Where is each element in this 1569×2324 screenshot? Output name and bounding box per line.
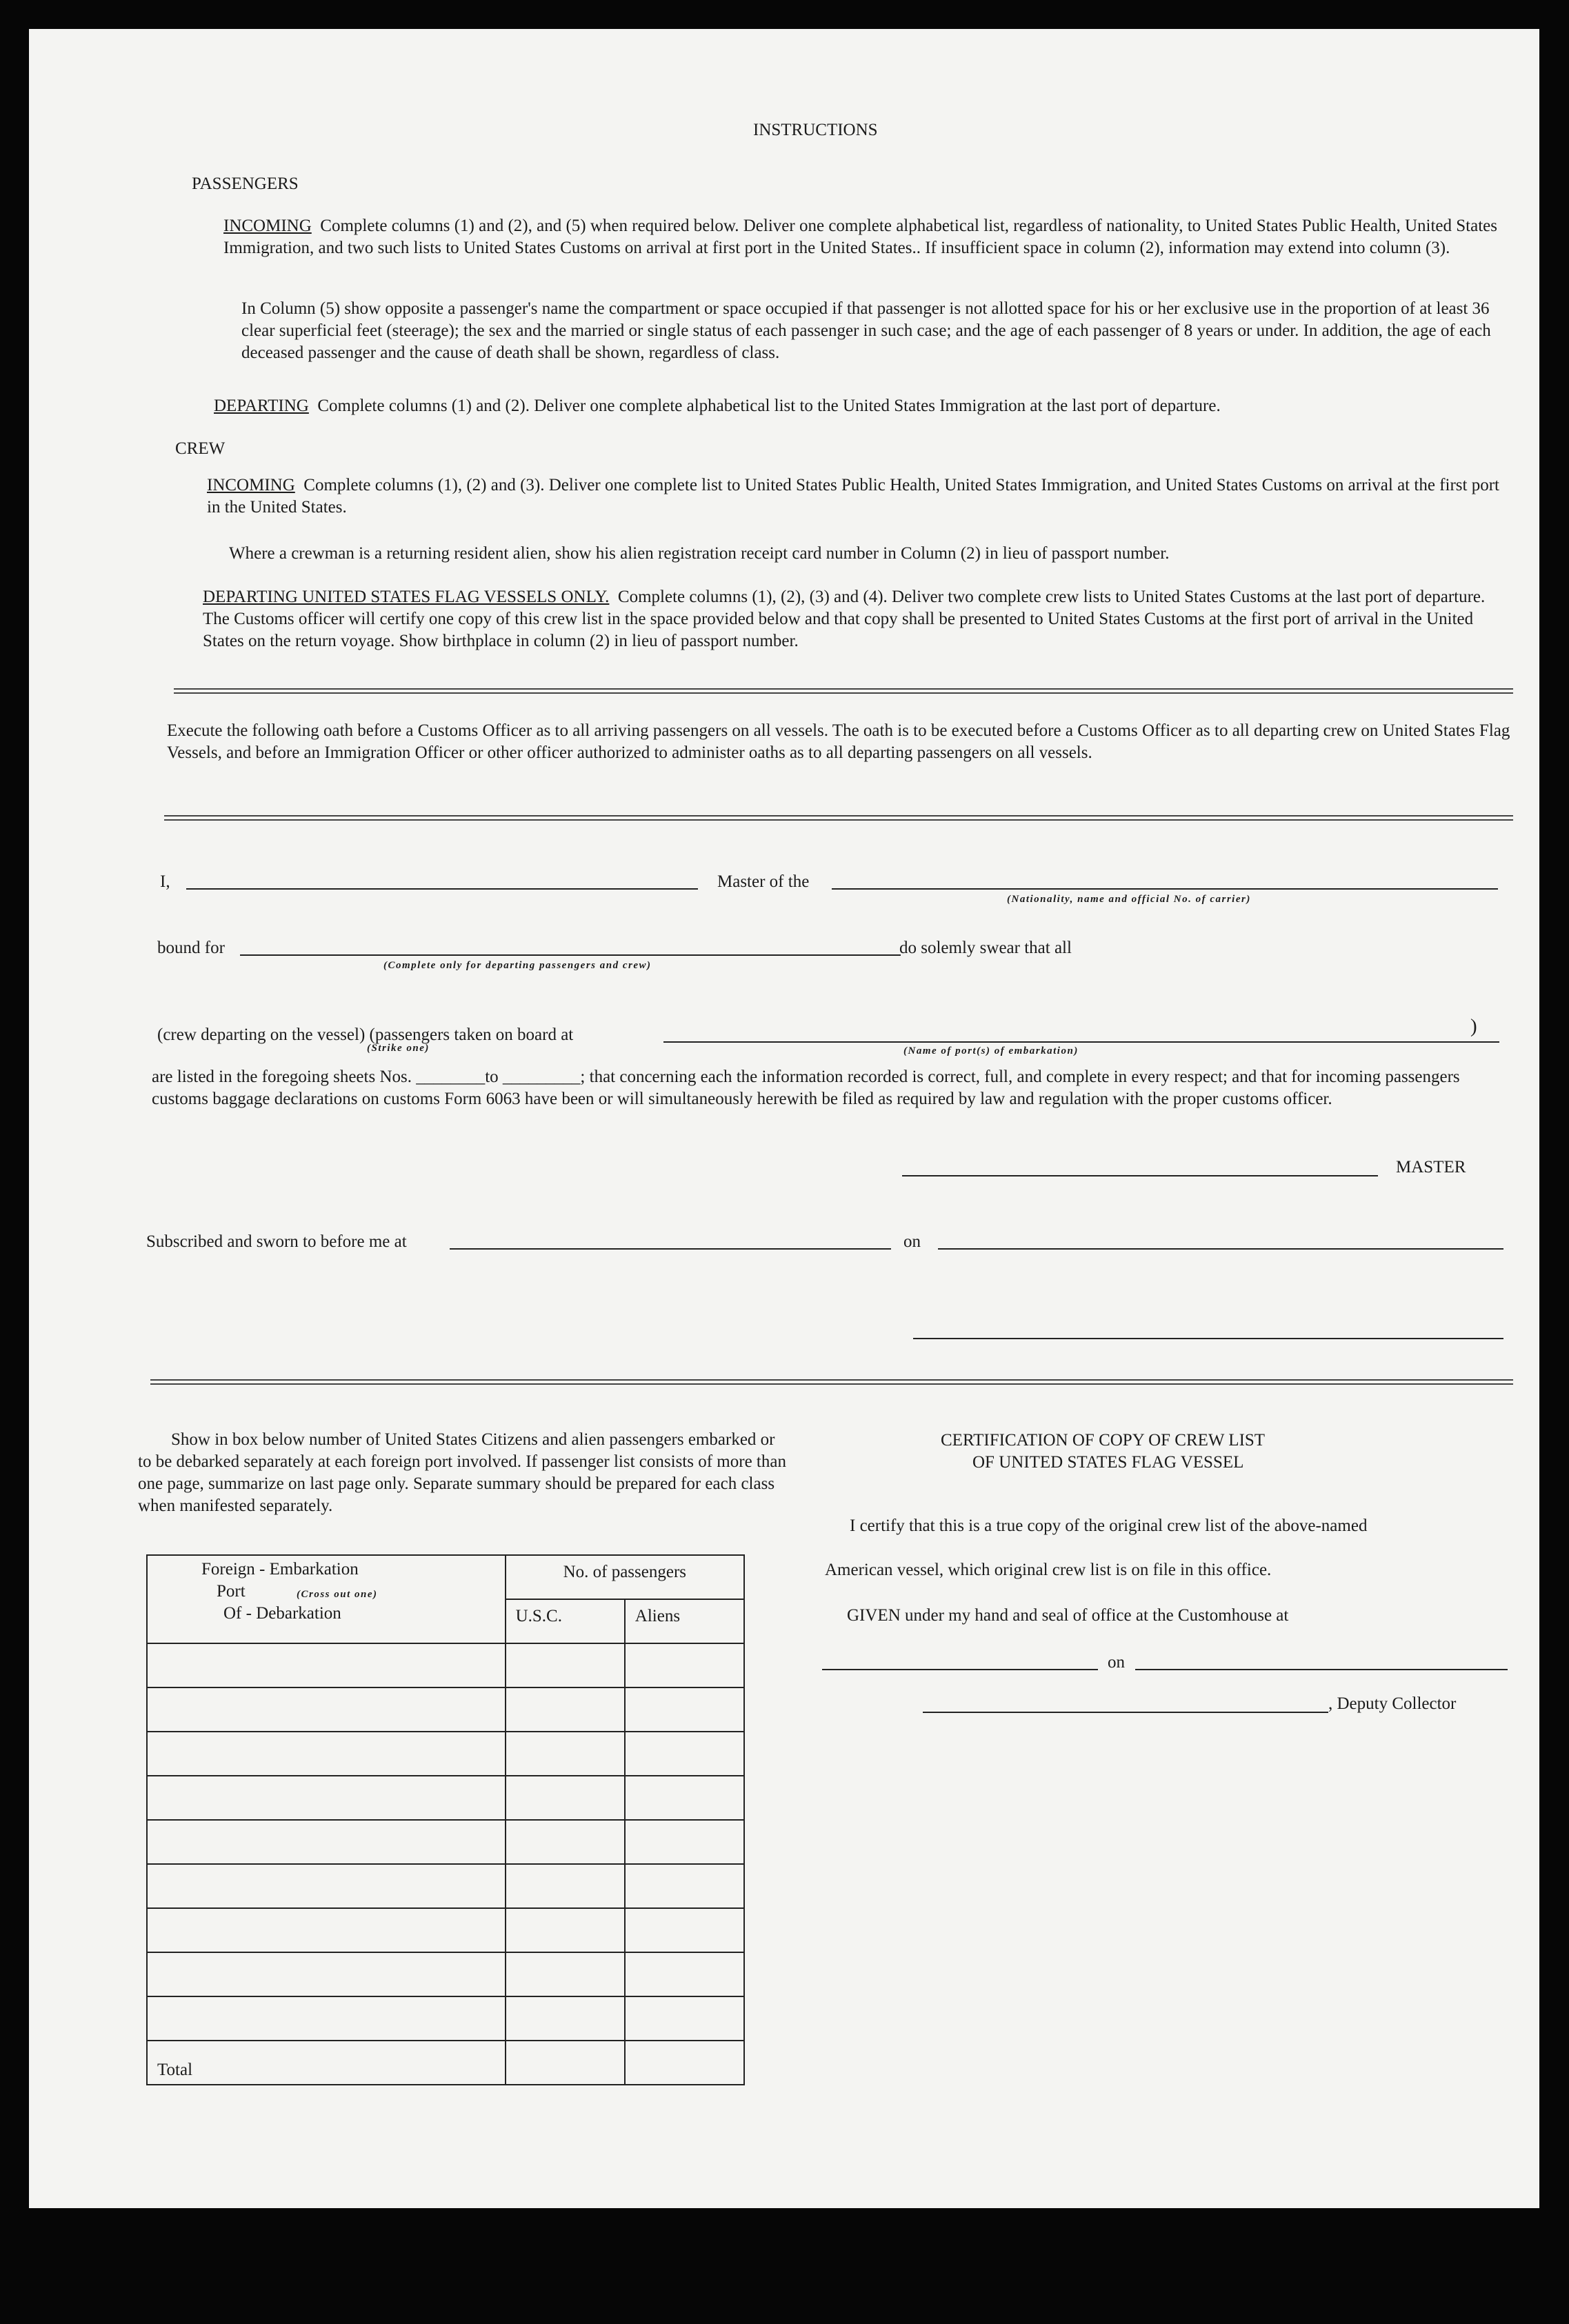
usc-header: U.S.C. — [506, 1599, 625, 1643]
usc-cell[interactable] — [506, 1908, 625, 1952]
table-row — [147, 1643, 744, 1687]
passenger-summary-table — [146, 1554, 745, 2085]
usc-cell[interactable] — [506, 1996, 625, 2041]
table-row — [147, 1687, 744, 1732]
officer-signature-line[interactable] — [913, 1338, 1503, 1339]
certify-line2: American vessel, which original crew list is on file in this office. — [825, 1561, 1272, 1579]
certification-title-line1: CERTIFICATION OF COPY OF CREW LIST — [941, 1431, 1266, 1450]
port-cell[interactable] — [147, 1864, 506, 1908]
table-row — [147, 1776, 744, 1820]
crew-incoming-text: Complete columns (1), (2) and (3). Deliver one complete list to United States Public Health, United States Immigration, and United States Customs on arrival at the first port in the United States. — [207, 476, 1499, 517]
customhouse-line[interactable] — [822, 1669, 1098, 1670]
port-note: (Name of port(s) of embarkation) — [903, 1045, 1079, 1056]
table-row — [147, 1952, 744, 1996]
bound-for-line[interactable] — [240, 954, 901, 956]
sworn-on-label: on — [903, 1232, 921, 1251]
certification-on-label: on — [1108, 1653, 1125, 1672]
deputy-signature-line[interactable] — [923, 1712, 1328, 1713]
port-cell[interactable] — [147, 1996, 506, 2041]
total-label: Total — [147, 2041, 506, 2085]
table-row — [147, 1996, 744, 2041]
aliens-cell[interactable] — [625, 1820, 744, 1864]
divider-rule — [174, 688, 1513, 694]
given-text: GIVEN under my hand and seal of office at the Customhouse at — [847, 1606, 1289, 1625]
port-cell[interactable] — [147, 1908, 506, 1952]
aliens-cell[interactable] — [625, 1952, 744, 1996]
subscribed-label: Subscribed and sworn to before me at — [146, 1232, 407, 1251]
close-paren: ) — [1470, 1015, 1477, 1037]
divider-rule — [164, 815, 1513, 821]
passengers-departing-label: DEPARTING — [214, 397, 309, 415]
certify-line1: I certify that this is a true copy of the original crew list of the above-named — [850, 1516, 1368, 1535]
master-of-label: Master of the — [717, 872, 810, 891]
complete-note: (Complete only for departing passengers and crew) — [383, 960, 652, 971]
divider-rule — [150, 1379, 1513, 1385]
passengers-departing-text: Complete columns (1) and (2). Deliver one complete alphabetical list to the United States Immigration at the last port of departure. — [317, 397, 1221, 415]
port-header-cell — [147, 1555, 506, 1643]
cross-out-note: (Cross out one) — [297, 1589, 378, 1600]
swear-text: do solemly swear that all — [899, 939, 1072, 957]
usc-cell[interactable] — [506, 1864, 625, 1908]
port-embarkation-line[interactable] — [663, 1041, 1499, 1043]
usc-cell[interactable] — [506, 1687, 625, 1732]
port-cell[interactable] — [147, 1643, 506, 1687]
aliens-cell[interactable] — [625, 1908, 744, 1952]
embarkation-header: Foreign - Embarkation — [201, 1560, 359, 1579]
certification-title-line2: OF UNITED STATES FLAG VESSEL — [972, 1453, 1244, 1472]
summary-instructions: Show in box below number of United States Citizens and alien passengers embarked or to be debarked separately at each foreign port involved. If passenger list consists of more than one page, summarize on last page only. Separate summary should be prepared for each class when manifested separately. — [138, 1430, 786, 1515]
oath-intro: Execute the following oath before a Customs Officer as to all arriving passengers on all vessels. The oath is to be executed before a Customs Officer as to all departing crew on United States Flag Vessels, and before an Immigration Officer or other officer authorized to administer oaths as to all departing passengers on all vessels. — [167, 721, 1510, 762]
crew-departing-text: (crew departing on the vessel) (passengers taken on board at — [157, 1025, 574, 1044]
table-row — [147, 1820, 744, 1864]
port-cell[interactable] — [147, 1732, 506, 1776]
aliens-cell[interactable] — [625, 1643, 744, 1687]
crew-departing-text: Complete columns (1), (2), (3) and (4). Deliver two complete crew lists to United States Customs at the last port of departure. The Customs officer will certify one copy of this crew list in the space provided below and that copy shall be presented to United States Customs at the first port of arrival in the United States on the return voyage. Show birthplace in column (2) in lieu of passport number. — [203, 588, 1486, 650]
listed-paragraph: are listed in the foregoing sheets Nos. ________to _________; that concerning each the information recorded is correct, full, and complete in every respect; and that for incoming passengers customs baggage declarations on customs Form 6063 have been or will simultaneously herewith be filed as required by law and regulation with the proper customs officer. — [152, 1068, 1460, 1108]
passengers-departing-paragraph — [214, 394, 1221, 417]
table-row — [147, 1864, 744, 1908]
master-signature-line[interactable] — [902, 1175, 1378, 1176]
table-row — [147, 1908, 744, 1952]
usc-cell[interactable] — [506, 1776, 625, 1820]
sworn-place-line[interactable] — [450, 1248, 891, 1250]
port-cell[interactable] — [147, 1776, 506, 1820]
nationality-note: (Nationality, name and official No. of carrier) — [1007, 894, 1251, 905]
aliens-cell[interactable] — [625, 1687, 744, 1732]
usc-cell[interactable] — [506, 1643, 625, 1687]
sworn-date-line[interactable] — [938, 1248, 1503, 1250]
strike-one-note: (Strike one) — [367, 1043, 430, 1054]
crew-heading: CREW — [175, 439, 226, 458]
crew-alien-paragraph: Where a crewman is a returning resident alien, show his alien registration receipt card number in Column (2) in lieu of passport number. — [229, 544, 1170, 563]
usc-cell[interactable] — [506, 1732, 625, 1776]
usc-total-cell[interactable] — [506, 2041, 625, 2085]
aliens-cell[interactable] — [625, 1732, 744, 1776]
crew-incoming-label: INCOMING — [207, 476, 295, 494]
aliens-cell[interactable] — [625, 1776, 744, 1820]
aliens-header: Aliens — [625, 1599, 744, 1643]
passengers-column5-paragraph: In Column (5) show opposite a passenger's name the compartment or space occupied if that passenger is not allotted space for his or her exclusive use in the proportion of at least 36 clear superficial feet (steerage); the sex and the married or single status of each passenger in such case; and the age of each passenger of 8 years or under. In addition, the age of each deceased passenger and the cause of death shall be shown, regardless of class. — [241, 299, 1491, 362]
aliens-cell[interactable] — [625, 1996, 744, 2041]
deputy-collector-label: , Deputy Collector — [1328, 1694, 1457, 1713]
form-page — [29, 29, 1539, 2208]
certification-date-line[interactable] — [1135, 1669, 1508, 1670]
port-cell[interactable] — [147, 1687, 506, 1732]
table-row — [147, 1732, 744, 1776]
passengers-incoming-text: Complete columns (1) and (2), and (5) when required below. Deliver one complete alphabetical list, regardless of nationality, to United States Public Health, United States Immigration, and two such lists to United States Customs on arrival at first port in the United States.. If insufficient space in column (2), information may extend into column (3). — [223, 217, 1497, 257]
total-row — [147, 2041, 744, 2085]
crew-departing-paragraph — [203, 586, 1506, 652]
port-cell[interactable] — [147, 1952, 506, 1996]
port-cell[interactable] — [147, 1820, 506, 1864]
port-header: Port — [217, 1582, 246, 1601]
carrier-line[interactable] — [832, 888, 1498, 890]
bound-for-label: bound for — [157, 939, 225, 957]
no-passengers-header: No. of passengers — [506, 1555, 744, 1599]
passengers-heading: PASSENGERS — [192, 174, 299, 193]
page-title: INSTRUCTIONS — [753, 121, 878, 139]
passengers-incoming-label: INCOMING — [223, 217, 312, 235]
aliens-total-cell[interactable] — [625, 2041, 744, 2085]
debarkation-header: Of - Debarkation — [223, 1604, 341, 1623]
usc-cell[interactable] — [506, 1952, 625, 1996]
passengers-incoming-paragraph — [223, 215, 1513, 259]
usc-cell[interactable] — [506, 1820, 625, 1864]
master-label: MASTER — [1396, 1158, 1466, 1176]
aliens-cell[interactable] — [625, 1864, 744, 1908]
master-name-line[interactable] — [186, 888, 698, 890]
crew-departing-label: DEPARTING UNITED STATES FLAG VESSELS ONLY. — [203, 588, 610, 606]
i-label: I, — [160, 872, 170, 891]
crew-incoming-paragraph — [207, 474, 1503, 519]
